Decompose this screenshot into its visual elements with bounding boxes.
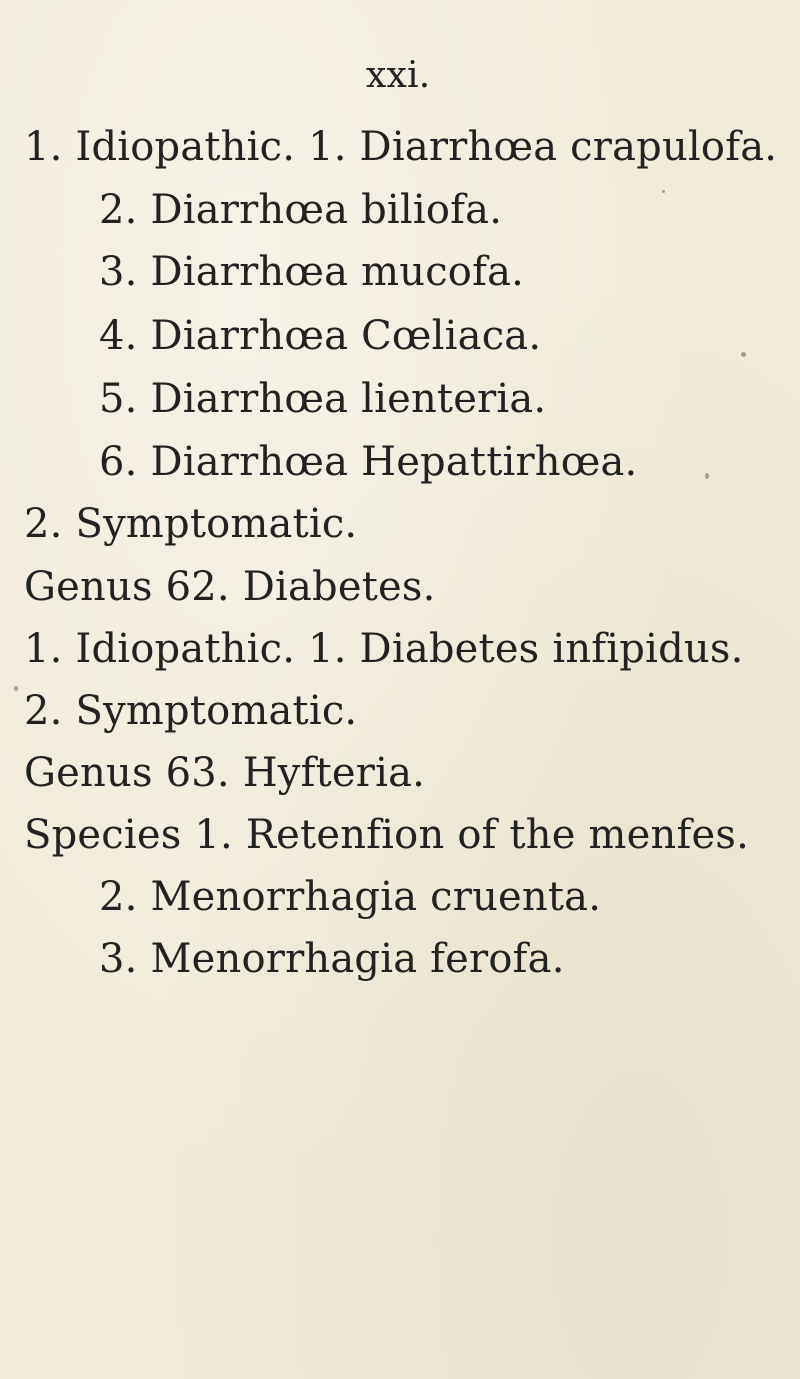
paper-speck [14, 686, 18, 691]
text-line-12: Species 1. Retenfion of the menfes. [24, 812, 750, 858]
text-line-3: 3. Diarrhœa mucofa. [99, 249, 525, 295]
text-line-11: Genus 63. Hyfteria. [24, 750, 426, 796]
paper-speck [741, 352, 746, 357]
text-line-1: 1. Idiopathic. 1. Diarrhœa crapulofa. [24, 124, 778, 170]
paper-speck [662, 190, 665, 193]
page-folio: xxi. [366, 55, 431, 96]
text-line-2: 2. Diarrhœa biliofa. [99, 187, 503, 233]
text-line-6: 6. Diarrhœa Hepattirhœa. [99, 439, 638, 485]
text-line-9: 1. Idiopathic. 1. Diabetes infipidus. [24, 626, 744, 672]
text-line-5: 5. Diarrhœa lienteria. [99, 376, 547, 422]
paper-speck [705, 473, 709, 479]
text-line-10: 2. Symptomatic. [24, 688, 358, 734]
text-line-13: 2. Menorrhagia cruenta. [99, 874, 602, 920]
text-line-8: Genus 62. Diabetes. [24, 564, 436, 610]
text-line-7: 2. Symptomatic. [24, 501, 358, 547]
text-line-4: 4. Diarrhœa Cœliaca. [99, 313, 542, 359]
text-line-14: 3. Menorrhagia ferofa. [99, 936, 565, 982]
